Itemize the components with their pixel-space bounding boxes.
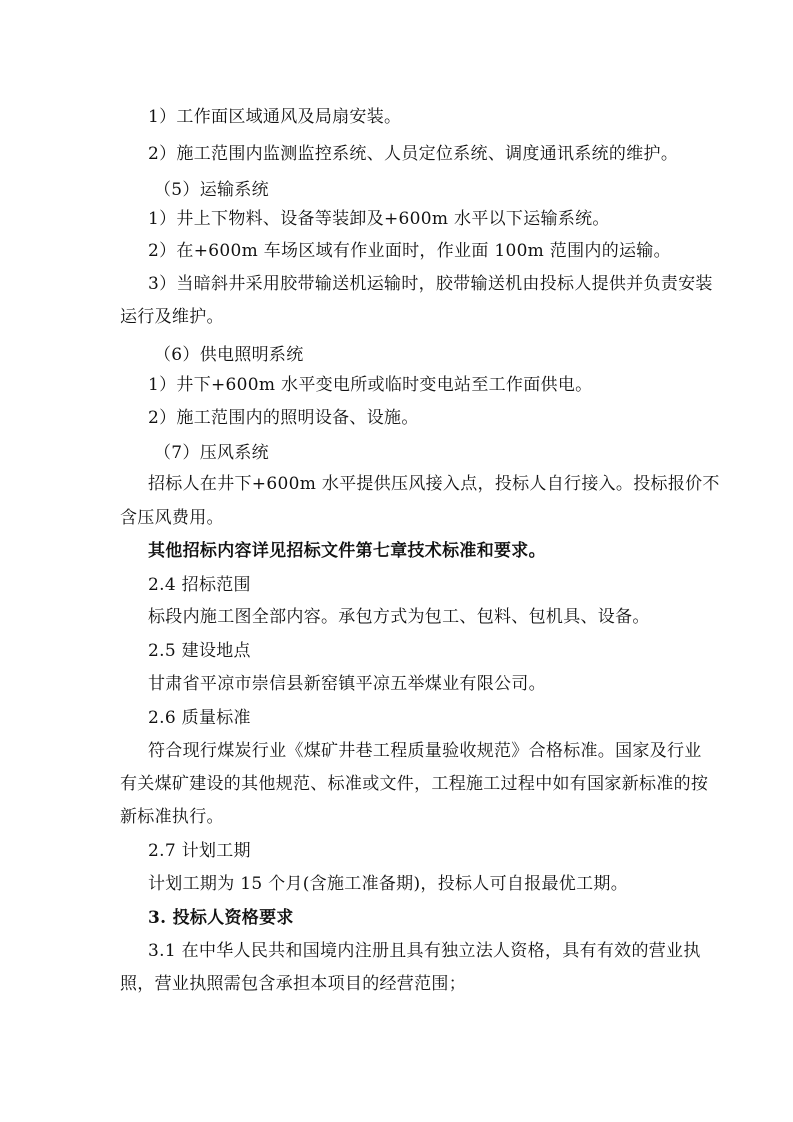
heading-power-lighting: （6）供电照明系统 xyxy=(154,345,304,365)
section-3-title: 3. 投标人资格要求 xyxy=(148,908,294,928)
section-3-1-body-1: 3.1 在中华人民共和国境内注册且具有独立法人资格，具有有效的营业执 xyxy=(148,941,701,961)
note-other-content: 其他招标内容详见招标文件第七章技术标准和要求。 xyxy=(148,541,546,561)
section-2-5-title: 2.5 建设地点 xyxy=(148,641,251,661)
item-transport-3-cont: 运行及维护。 xyxy=(120,307,224,327)
section-2-7-body: 计划工期为 15 个月(含施工准备期)，投标人可自报最优工期。 xyxy=(148,874,629,894)
item-monitoring: 2）施工范围内监测监控系统、人员定位系统、调度通讯系统的维护。 xyxy=(148,144,679,164)
section-2-6-body-1: 符合现行煤炭行业《煤矿井巷工程质量验收规范》合格标准。国家及行业 xyxy=(148,741,702,761)
paragraph-compressed-air: 招标人在井下+600m 水平提供压风接入点，投标人自行接入。投标报价不 xyxy=(148,474,720,494)
item-power-1: 1）井下+600m 水平变电所或临时变电站至工作面供电。 xyxy=(148,375,593,395)
item-transport-3: 3）当暗斜井采用胶带输送机运输时，胶带输送机由投标人提供并负责安装 xyxy=(148,274,713,294)
item-transport-2: 2）在+600m 车场区域有作业面时，作业面 100m 范围内的运输。 xyxy=(148,241,671,261)
section-2-4-title: 2.4 招标范围 xyxy=(148,575,251,595)
section-2-7-title: 2.7 计划工期 xyxy=(148,841,251,861)
item-transport-1: 1）井上下物料、设备等装卸及+600m 水平以下运输系统。 xyxy=(148,209,610,229)
section-2-5-body: 甘肃省平凉市崇信县新窑镇平凉五举煤业有限公司。 xyxy=(148,674,546,694)
section-2-6-body-3: 新标准执行。 xyxy=(120,807,224,827)
item-power-2: 2）施工范围内的照明设备、设施。 xyxy=(148,408,419,428)
section-2-6-body-2: 有关煤矿建设的其他规范、标准或文件，工程施工过程中如有国家新标准的按 xyxy=(120,774,709,794)
heading-transport-system: （5）运输系统 xyxy=(154,180,269,200)
section-2-4-body: 标段内施工图全部内容。承包方式为包工、包料、包机具、设备。 xyxy=(148,607,650,627)
section-3-1-body-2: 照，营业执照需包含承担本项目的经营范围； xyxy=(120,974,466,994)
section-2-6-title: 2.6 质量标准 xyxy=(148,708,251,728)
paragraph-compressed-air-cont: 含压风费用。 xyxy=(120,508,224,528)
item-ventilation: 1）工作面区域通风及局扇安装。 xyxy=(148,107,402,127)
heading-compressed-air: （7）压风系统 xyxy=(154,443,269,463)
